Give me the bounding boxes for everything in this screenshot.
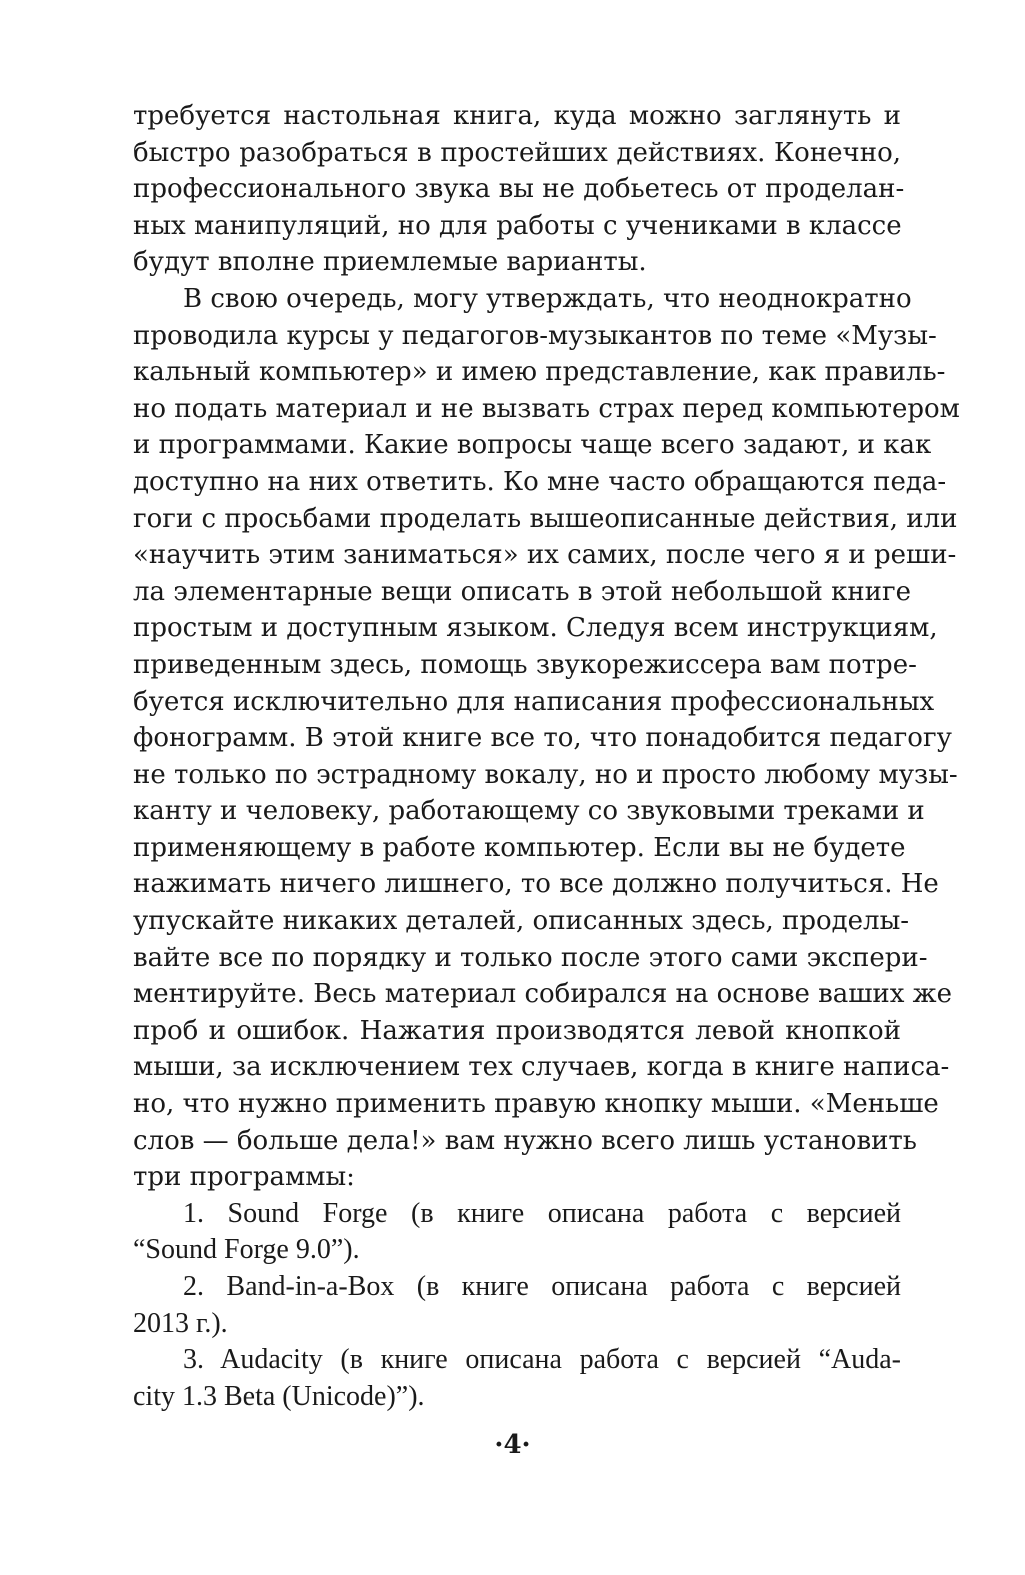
text-line: вайте все по порядку и только после этого сами экспери- (133, 942, 928, 973)
text-line: но, что нужно применить правую кнопку мыши. «Меньше (133, 1089, 939, 1120)
page-body (133, 98, 960, 1415)
text-line: фонограмм. В этой книге все то, что понадобится педагогу (133, 723, 952, 754)
list-item-1 (133, 1196, 901, 1269)
text-line: ных манипуляций, но для работы с учениками в классе (133, 210, 902, 241)
text-line: кальный компьютер» и имею представление, как правиль- (133, 357, 946, 388)
text-line: упускайте никаких деталей, описанных здесь, проделы- (133, 906, 910, 937)
text-line: “Sound Forge 9.0”). (133, 1234, 360, 1266)
text-line: «научить этим заниматься» их самих, после чего я и реши- (133, 540, 957, 571)
text-line: не только по эстрадному вокалу, но и просто любому музы- (133, 759, 958, 790)
text-line: три программы: (133, 1162, 355, 1193)
text-line: гоги с просьбами проделать вышеописанные действия, или (133, 503, 958, 534)
text-line: простым и доступным языком. Следуя всем инструкциям, (133, 613, 938, 644)
text-line: проб и ошибок. Нажатия производятся левой кнопкой (133, 1015, 901, 1046)
list-item-2 (133, 1269, 901, 1342)
text-line: будут вполне приемлемые варианты. (133, 247, 647, 278)
text-line: 2013 г.). (133, 1307, 228, 1339)
text-line: но подать материал и не вызвать страх перед компьютером (133, 393, 960, 424)
paragraph-1 (133, 98, 905, 281)
text-line: 3. Audacity (в книге описана работа с версией “Auda- (183, 1344, 901, 1376)
text-line: канту и человеку, работающему со звуковыми треками и (133, 796, 925, 827)
text-line: ла элементарные вещи описать в этой небольшой книге (133, 576, 911, 607)
text-line: ментируйте. Весь материал собирался на основе ваших же (133, 979, 952, 1010)
text-line: быстро разобраться в простейших действиях. Конечно, (133, 137, 901, 168)
page-number: ·4· (494, 1430, 531, 1460)
text-line: city 1.3 Beta (Unicode)”). (133, 1380, 425, 1412)
text-line: нажимать ничего лишнего, то все должно получиться. Не (133, 869, 939, 900)
text-line: приведенным здесь, помощь звукорежиссера вам потре- (133, 649, 917, 680)
paragraph-2 (133, 281, 960, 1196)
text-line: слов — больше дела!» вам нужно всего лишь установить (133, 1125, 917, 1156)
text-line: В свою очередь, могу утверждать, что неоднократно (183, 283, 912, 314)
text-line: и программами. Какие вопросы чаще всего задают, и как (133, 430, 932, 461)
text-line: буется исключительно для написания профессиональных (133, 686, 935, 717)
text-line: доступно на них ответить. Ко мне часто обращаются педа- (133, 466, 947, 497)
list-item-3 (133, 1342, 901, 1415)
text-line: проводила курсы у педагогов-музыкантов по теме «Музы- (133, 320, 937, 351)
text-line: 1. Sound Forge (в книге описана работа с версией (183, 1197, 901, 1229)
text-line: требуется настольная книга, куда можно заглянуть и (133, 101, 901, 131)
text-line: 2. Band-in-a-Box (в книге описана работа с версией (183, 1271, 901, 1302)
text-line: применяющему в работе компьютер. Если вы не будете (133, 832, 906, 863)
text-line: профессионального звука вы не добьетесь от проделан- (133, 174, 905, 205)
text-line: мыши, за исключением тех случаев, когда в книге написа- (133, 1052, 950, 1083)
